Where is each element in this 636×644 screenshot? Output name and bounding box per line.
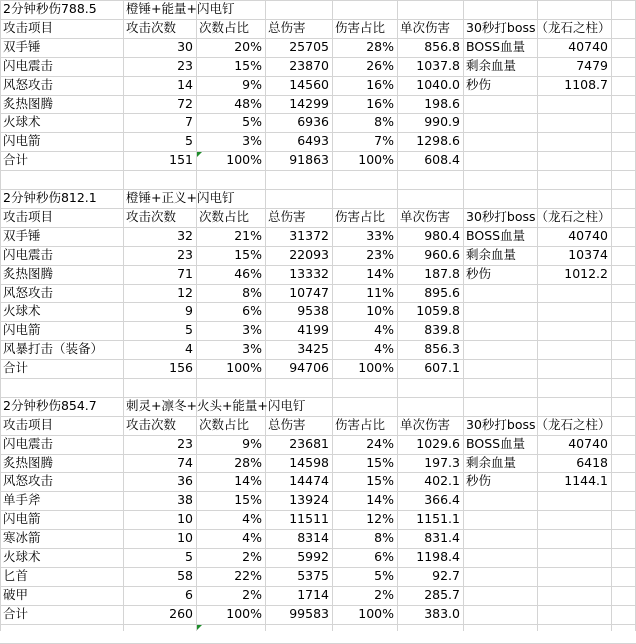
attack-name-cell[interactable]: 火球术 [3, 549, 41, 564]
data-cell[interactable]: 28% [366, 39, 394, 54]
data-cell[interactable]: 23% [366, 247, 394, 262]
cell-error-indicator-icon [197, 152, 202, 157]
column-header[interactable]: 次数占比 [199, 209, 250, 224]
data-cell[interactable]: 856.8 [424, 39, 460, 54]
data-cell[interactable]: 2% [242, 549, 262, 564]
section-title[interactable]: 2分钟秒伤854.7 [3, 398, 97, 413]
data-cell[interactable]: 7 [185, 114, 193, 129]
data-cell[interactable]: 9538 [297, 303, 329, 318]
data-cell[interactable]: 1198.4 [416, 549, 460, 564]
data-cell[interactable]: 15% [234, 58, 262, 73]
data-cell[interactable]: 980.4 [424, 228, 460, 243]
data-cell[interactable]: 13924 [289, 492, 329, 507]
data-cell[interactable]: 5% [374, 568, 394, 583]
data-cell[interactable]: 4 [185, 341, 193, 356]
data-cell[interactable]: 100% [226, 152, 262, 167]
attack-name-cell[interactable]: 炙热图腾 [3, 96, 54, 111]
data-cell[interactable]: 10% [366, 303, 394, 318]
grid-row-line [0, 170, 636, 171]
data-cell[interactable]: 151 [169, 152, 193, 167]
data-cell[interactable]: 839.8 [424, 322, 460, 337]
data-cell[interactable]: 3% [242, 322, 262, 337]
data-cell[interactable]: 22093 [289, 247, 329, 262]
section-combo[interactable]: 橙锤+能量+闪电钉 [126, 1, 235, 16]
column-header[interactable]: 攻击次数 [126, 417, 177, 432]
data-cell[interactable]: 3% [242, 341, 262, 356]
boss-value[interactable]: 40740 [568, 436, 608, 451]
boss-label[interactable]: BOSS血量 [466, 436, 526, 451]
data-cell[interactable]: 895.6 [424, 285, 460, 300]
data-cell[interactable]: 1029.6 [416, 436, 460, 451]
boss-label[interactable]: BOSS血量 [466, 39, 526, 54]
column-header[interactable]: 总伤害 [268, 20, 306, 35]
column-header[interactable]: 伤害占比 [335, 20, 386, 35]
data-cell[interactable]: 11511 [289, 511, 329, 526]
data-cell[interactable]: 5 [185, 322, 193, 337]
attack-name-cell[interactable]: 寒冰箭 [3, 530, 41, 545]
boss-label[interactable]: 剩余血量 [466, 455, 517, 470]
attack-name-cell[interactable]: 闪电箭 [3, 511, 41, 526]
data-cell[interactable]: 30 [177, 39, 193, 54]
boss-value[interactable]: 1108.7 [564, 77, 608, 92]
data-cell[interactable]: 71 [177, 266, 193, 281]
data-cell[interactable]: 8314 [297, 530, 329, 545]
grid-column-line [611, 0, 612, 631]
boss-label[interactable]: 秒伤 [466, 77, 492, 92]
data-cell[interactable]: 26% [366, 58, 394, 73]
data-cell[interactable]: 100% [358, 152, 394, 167]
data-cell[interactable]: 14% [366, 266, 394, 281]
data-cell[interactable]: 12% [366, 511, 394, 526]
data-cell[interactable]: 1151.1 [416, 511, 460, 526]
data-cell[interactable]: 10 [177, 511, 193, 526]
data-cell[interactable]: 100% [226, 360, 262, 375]
data-cell[interactable]: 14560 [289, 77, 329, 92]
data-cell[interactable]: 1037.8 [416, 58, 460, 73]
data-cell[interactable]: 31372 [289, 228, 329, 243]
data-cell[interactable]: 99583 [289, 606, 329, 621]
attack-name-cell[interactable]: 风怒攻击 [3, 473, 54, 488]
data-cell[interactable]: 14299 [289, 96, 329, 111]
attack-name-cell[interactable]: 炙热图腾 [3, 455, 54, 470]
attack-name-cell[interactable]: 火球术 [3, 303, 41, 318]
boss-value[interactable]: 40740 [568, 228, 608, 243]
column-header[interactable]: 单次伤害 [400, 20, 451, 35]
boss-value[interactable]: 6418 [576, 455, 608, 470]
attack-name-cell[interactable]: 火球术 [3, 114, 41, 129]
data-cell[interactable]: 608.4 [424, 152, 460, 167]
data-cell[interactable]: 21% [234, 228, 262, 243]
data-cell[interactable]: 12 [177, 285, 193, 300]
boss-value[interactable]: 10374 [568, 247, 608, 262]
data-cell[interactable]: 48% [234, 96, 262, 111]
data-cell[interactable]: 20% [234, 39, 262, 54]
data-cell[interactable]: 38 [177, 492, 193, 507]
boss-value[interactable]: 1012.2 [564, 266, 608, 281]
boss-label[interactable]: 剩余血量 [466, 58, 517, 73]
attack-name-cell[interactable]: 风暴打击（装备） [3, 341, 104, 356]
attack-name-cell[interactable]: 风怒攻击 [3, 285, 54, 300]
boss-label[interactable]: 秒伤 [466, 266, 492, 281]
column-header[interactable]: 总伤害 [268, 209, 306, 224]
data-cell[interactable]: 6% [374, 549, 394, 564]
data-cell[interactable]: 1298.6 [416, 133, 460, 148]
data-cell[interactable]: 23 [177, 58, 193, 73]
data-cell[interactable]: 92.7 [432, 568, 460, 583]
data-cell[interactable]: 198.6 [424, 96, 460, 111]
data-cell[interactable]: 15% [366, 455, 394, 470]
data-cell[interactable]: 1040.0 [416, 77, 460, 92]
column-header[interactable]: 次数占比 [199, 20, 250, 35]
column-header[interactable]: 单次伤害 [400, 417, 451, 432]
column-header[interactable]: 次数占比 [199, 417, 250, 432]
attack-name-cell[interactable]: 破甲 [3, 587, 29, 602]
data-cell[interactable]: 72 [177, 96, 193, 111]
data-cell[interactable]: 9% [242, 436, 262, 451]
data-cell[interactable]: 46% [234, 266, 262, 281]
attack-name-cell[interactable]: 合计 [3, 152, 29, 167]
attack-name-cell[interactable]: 单手斧 [3, 492, 41, 507]
attack-name-cell[interactable]: 合计 [3, 360, 29, 375]
attack-name-cell[interactable]: 双手锤 [3, 39, 41, 54]
data-cell[interactable]: 6936 [297, 114, 329, 129]
column-header[interactable]: 攻击次数 [126, 209, 177, 224]
data-cell[interactable]: 14% [366, 492, 394, 507]
data-cell[interactable]: 6493 [297, 133, 329, 148]
boss-title[interactable]: 30秒打boss（龙石之柱） [466, 417, 611, 432]
attack-name-cell[interactable]: 合计 [3, 606, 29, 621]
data-cell[interactable]: 23 [177, 247, 193, 262]
data-cell[interactable]: 91863 [289, 152, 329, 167]
grid-row-line [0, 378, 636, 379]
section-title[interactable]: 2分钟秒伤812.1 [3, 190, 97, 205]
data-cell[interactable]: 8% [242, 285, 262, 300]
attack-name-cell[interactable]: 匕首 [3, 568, 29, 583]
data-cell[interactable]: 5 [185, 133, 193, 148]
data-cell[interactable]: 1059.8 [416, 303, 460, 318]
data-cell[interactable]: 1714 [297, 587, 329, 602]
boss-value[interactable]: 40740 [568, 39, 608, 54]
data-cell[interactable]: 402.1 [424, 473, 460, 488]
data-cell[interactable]: 16% [366, 77, 394, 92]
data-cell[interactable]: 3425 [297, 341, 329, 356]
data-cell[interactable]: 25705 [289, 39, 329, 54]
data-cell[interactable]: 197.3 [424, 455, 460, 470]
section-combo[interactable]: 橙锤+正义+闪电钉 [126, 190, 235, 205]
data-cell[interactable]: 4% [374, 341, 394, 356]
data-cell[interactable]: 9 [185, 303, 193, 318]
data-cell[interactable]: 8% [374, 114, 394, 129]
column-header[interactable]: 攻击次数 [126, 20, 177, 35]
data-cell[interactable]: 33% [366, 228, 394, 243]
data-cell[interactable]: 15% [234, 492, 262, 507]
data-cell[interactable]: 5992 [297, 549, 329, 564]
attack-name-cell[interactable]: 闪电箭 [3, 322, 41, 337]
data-cell[interactable]: 58 [177, 568, 193, 583]
data-cell[interactable]: 2% [242, 587, 262, 602]
data-cell[interactable]: 6 [185, 587, 193, 602]
data-cell[interactable]: 14598 [289, 455, 329, 470]
data-cell[interactable]: 15% [366, 473, 394, 488]
data-cell[interactable]: 14 [177, 77, 193, 92]
column-header[interactable]: 伤害占比 [335, 209, 386, 224]
data-cell[interactable]: 5% [242, 114, 262, 129]
data-cell[interactable]: 100% [358, 360, 394, 375]
attack-name-cell[interactable]: 闪电震击 [3, 436, 54, 451]
data-cell[interactable]: 607.1 [424, 360, 460, 375]
data-cell[interactable]: 260 [169, 606, 193, 621]
attack-name-cell[interactable]: 闪电震击 [3, 58, 54, 73]
data-cell[interactable]: 23681 [289, 436, 329, 451]
data-cell[interactable]: 100% [226, 606, 262, 621]
data-cell[interactable]: 5375 [297, 568, 329, 583]
cell-error-indicator-icon [197, 625, 202, 630]
data-cell[interactable]: 9% [242, 77, 262, 92]
data-cell[interactable]: 856.3 [424, 341, 460, 356]
data-cell[interactable]: 383.0 [424, 606, 460, 621]
data-cell[interactable]: 990.9 [424, 114, 460, 129]
data-cell[interactable]: 13332 [289, 266, 329, 281]
data-cell[interactable]: 6% [242, 303, 262, 318]
data-cell[interactable]: 36 [177, 473, 193, 488]
data-cell[interactable]: 11% [366, 285, 394, 300]
data-cell[interactable]: 8% [374, 530, 394, 545]
attack-name-cell[interactable]: 双手锤 [3, 228, 41, 243]
column-header[interactable]: 攻击项目 [3, 417, 54, 432]
data-cell[interactable]: 28% [234, 455, 262, 470]
column-header[interactable]: 伤害占比 [335, 417, 386, 432]
data-cell[interactable]: 4% [374, 322, 394, 337]
section-title[interactable]: 2分钟秒伤788.5 [3, 1, 97, 16]
data-cell[interactable]: 3% [242, 133, 262, 148]
attack-name-cell[interactable]: 闪电箭 [3, 133, 41, 148]
grid-row-line [0, 624, 636, 625]
data-cell[interactable]: 10 [177, 530, 193, 545]
data-cell[interactable]: 831.4 [424, 530, 460, 545]
data-cell[interactable]: 2% [374, 587, 394, 602]
data-cell[interactable]: 10747 [289, 285, 329, 300]
data-cell[interactable]: 23 [177, 436, 193, 451]
data-cell[interactable]: 16% [366, 96, 394, 111]
data-cell[interactable]: 15% [234, 247, 262, 262]
attack-name-cell[interactable]: 风怒攻击 [3, 77, 54, 92]
data-cell[interactable]: 14474 [289, 473, 329, 488]
data-cell[interactable]: 4199 [297, 322, 329, 337]
data-cell[interactable]: 22% [234, 568, 262, 583]
attack-name-cell[interactable]: 炙热图腾 [3, 266, 54, 281]
data-cell[interactable]: 32 [177, 228, 193, 243]
data-cell[interactable]: 5 [185, 549, 193, 564]
boss-title[interactable]: 30秒打boss（龙石之柱） [466, 209, 611, 224]
data-cell[interactable]: 7% [374, 133, 394, 148]
section-combo[interactable]: 刺灵+凛冬+火头+能量+闪电钉 [126, 398, 306, 413]
data-cell[interactable]: 74 [177, 455, 193, 470]
data-cell[interactable]: 187.8 [424, 266, 460, 281]
boss-label[interactable]: BOSS血量 [466, 228, 526, 243]
boss-label[interactable]: 剩余血量 [466, 247, 517, 262]
data-cell[interactable]: 23870 [289, 58, 329, 73]
data-cell[interactable]: 4% [242, 511, 262, 526]
data-cell[interactable]: 366.4 [424, 492, 460, 507]
data-cell[interactable]: 4% [242, 530, 262, 545]
boss-value[interactable]: 1144.1 [564, 473, 608, 488]
boss-label[interactable]: 秒伤 [466, 473, 492, 488]
boss-title[interactable]: 30秒打boss（龙石之柱） [466, 20, 611, 35]
column-header[interactable]: 总伤害 [268, 417, 306, 432]
column-header[interactable]: 攻击项目 [3, 20, 54, 35]
column-header[interactable]: 攻击项目 [3, 209, 54, 224]
data-cell[interactable]: 24% [366, 436, 394, 451]
data-cell[interactable]: 156 [169, 360, 193, 375]
data-cell[interactable]: 100% [358, 606, 394, 621]
data-cell[interactable]: 960.6 [424, 247, 460, 262]
attack-name-cell[interactable]: 闪电震击 [3, 247, 54, 262]
data-cell[interactable]: 285.7 [424, 587, 460, 602]
column-header[interactable]: 单次伤害 [400, 209, 451, 224]
data-cell[interactable]: 94706 [289, 360, 329, 375]
data-cell[interactable]: 14% [234, 473, 262, 488]
boss-value[interactable]: 7479 [576, 58, 608, 73]
